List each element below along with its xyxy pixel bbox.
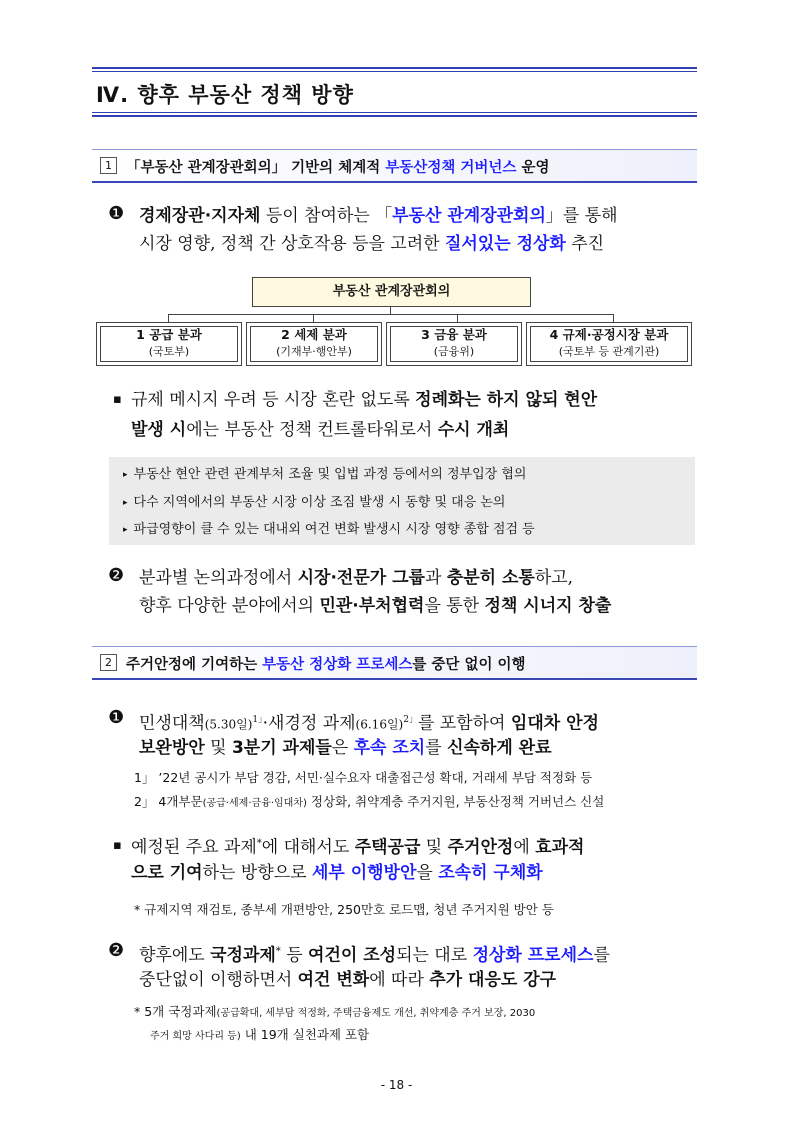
detail-item: ▸ 부동산 현안 관련 관계부처 조율 및 입법 과정 등에서의 정부입장 협의 [123,467,527,482]
item-4-footnote-line-2: 주거 희망 사다리 등) 내 19개 실천과제 포함 [150,1027,370,1042]
item-3-footnote-1: 1」 ’22년 공시가 부담 경감, 서민·실수요자 대출접근성 확대, 거래세 부담 적정화 등 [134,770,593,785]
item-3-line-2: 보완방안 및 3분기 과제들은 후속 조치를 신속하게 완료 [139,738,552,758]
item-2-line-1: 분과별 논의과정에서 시장·전문가 그룹과 충분히 소통하고, [139,568,574,588]
item-1-marker: ❶ [108,203,125,224]
org-connector [168,314,614,315]
org-box-tax: 2 세제 분과 (기재부·행안부) [246,322,382,366]
item-4-footnote-line-1: * 5개 국정과제(공급확대, 세부담 적정화, 주택금융제도 개선, 취약계층 주거 보장, 2030 [134,1004,536,1019]
chapter-title-bar [92,67,697,117]
item-2-marker: ❷ [108,565,125,586]
bullet-2-line-1: 예정된 주요 과제*에 대해서도 주택공급 및 주거안정에 효과적 [131,837,585,858]
page-number: - 18 - [380,1078,413,1092]
bullet-2-marker: ▪ [113,838,122,853]
org-chart-top-box: 부동산 관계장관회의 [252,277,531,307]
section-2-title: 주거안정에 기여하는 부동산 정상화 프로세스를 중단 없이 이행 [126,657,526,673]
bullet-1-line-1: 규제 메시지 우려 등 시장 혼란 없도록 정례화는 하지 않되 현안 [131,390,598,410]
org-connector [390,306,391,314]
item-1-line-2: 시장 영향, 정책 간 상호작용 등을 고려한 질서있는 정상화 추진 [139,234,605,254]
section-2-header [92,646,697,680]
bullet-2-line-2: 으로 기여하는 방향으로 세부 이행방안을 조속히 구체화 [131,863,543,883]
bullet-2-footnote: * 규제지역 재검토, 종부세 개편방안, 250만호 로드맵, 청년 주거지원 방안 등 [134,902,554,917]
item-1-line-1: 경제장관·지자체 등이 참여하는 「부동산 관계장관회의」를 통해 [139,206,618,226]
item-3-line-1: 민생대책(5.30일)$^{1」}$·새경정 과제(6.16일)$^{2」}$를 포함하여 임대차 안정 [139,713,599,734]
chapter-title: Ⅳ. 향후 부동산 정책 방향 [96,83,354,107]
item-3-marker: ❶ [108,707,125,728]
item-4-line-1: 향후에도 국정과제* 등 여건이 조성되는 대로 정상화 프로세스를 [139,945,610,966]
org-box-regulation: 4 규제·공정시장 분과 (국토부 등 관계기관) [526,322,692,366]
section-1-number: 1 [100,157,117,174]
section-1-title: 「부동산 관계장관회의」 기반의 체계적 부동산정책 거버넌스 운영 [126,160,550,176]
org-box-finance: 3 금융 분과 (금융위) [386,322,522,366]
item-2-line-2: 향후 다양한 분야에서의 민관·부처협력을 통한 정책 시너지 창출 [139,596,612,616]
detail-item: ▸ 다수 지역에서의 부동산 시장 이상 조짐 발생 시 동향 및 대응 논의 [123,495,506,510]
detail-box [109,457,695,545]
bullet-1-line-2: 발생 시에는 부동산 정책 컨트롤타워로서 수시 개최 [131,420,510,440]
item-4-marker: ❷ [108,940,125,961]
item-3-footnote-2: 2」 4개부문(공급·세제·금융·임대차) 정상화, 취약계층 주거지원, 부동산정책 거버넌스 신설 [134,794,605,809]
section-1-header [92,149,697,183]
bullet-1-marker: ▪ [113,392,122,407]
org-box-supply: 1 공급 분과 (국토부) [96,322,242,366]
item-4-line-2: 중단없이 이행하면서 여건 변화에 따라 추가 대응도 강구 [139,970,557,990]
section-2-number: 2 [100,654,117,671]
detail-item: ▸ 파급영향이 클 수 있는 대내외 여건 변화 발생시 시장 영향 종합 점검 등 [123,522,535,537]
